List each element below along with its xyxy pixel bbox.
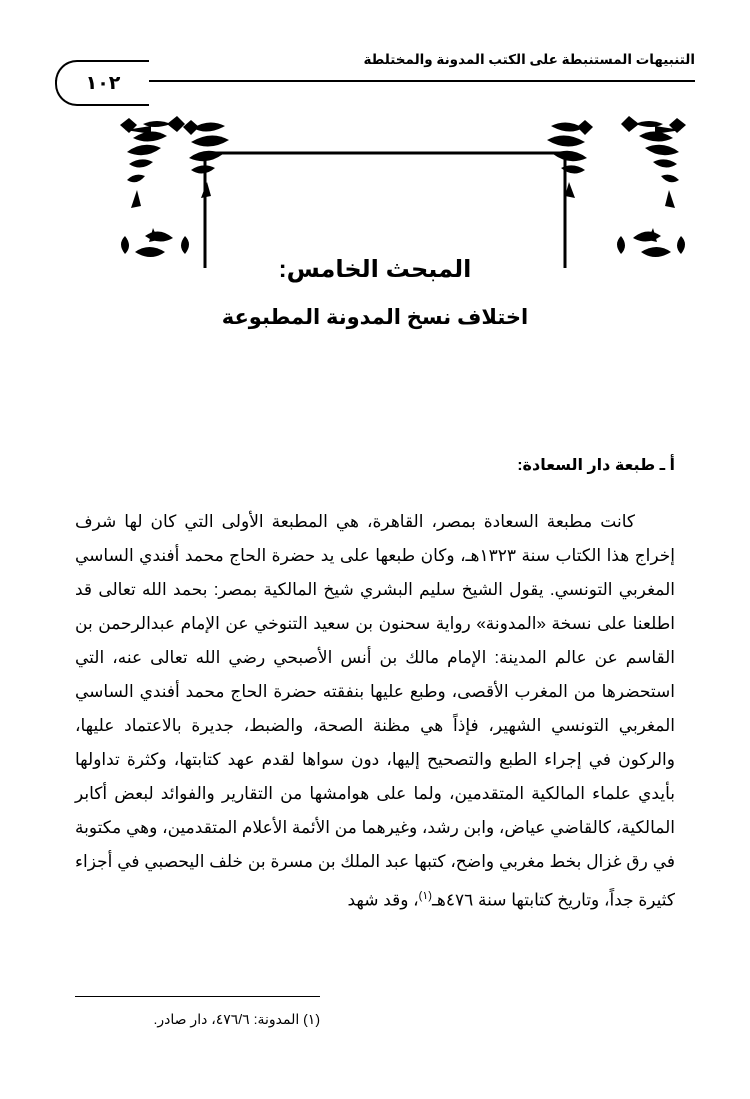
running-header-title: التنبيهات المستنبطة على الكتب المدونة والمختلطة (363, 52, 695, 67)
page-title: المبحث الخامس: (278, 256, 472, 283)
page-subtitle: اختلاف نسخ المدونة المطبوعة (221, 306, 529, 329)
page-header (55, 52, 695, 102)
body-paragraph-tail: ، وقد شهد (347, 890, 419, 910)
ornamental-frame-graphic (75, 108, 695, 268)
page-number-badge: ١٠٢ (55, 60, 149, 106)
body-paragraph-text: كانت مطبعة السعادة بمصر، القاهرة، هي المطبعة الأولى التي كان لها شرف إخراج هذا الكتاب سنة ١٣٢٣هـ، وكان طبعها على يد حضرة الحاج محمد أفندي الساسي المغربي التونسي. يقول الشيخ سليم البشري شيخ المالكية بمصر: بحمد الله تعالى قد اطلعنا على نسخة «المدونة» رواية سحنون بن سعيد التنوخي عن الإمام عبدالرحمن بن القاسم عن عالم المدينة: الإمام مالك بن أنس الأصبحي رضي الله تعالى عنه، التي استحضرها من المغرب الأقصى، وطبع عليها بنفقته حضرة الحاج محمد أفندي الساسي المغربي التونسي الشهير، فإذاً هي مظنة الصحة، والضبط، جديرة بالاعتماد عليها، والركون في إجراء الطبع والتصحيح إليها، دون سواها لقدم عهد كتابتها، وكثرة تداولها بأيدي علماء المالكية المتقدمين، ولما على هوامشها من التقارير والفوائد لبعض أكابر المالكية، كالقاضي عياض، وابن رشد، وغيرهما من الأئمة الأعلام المتقدمين، وهي مكتوبة في رق غزال بخط مغربي واضح، كتبها عبد الملك بن مسرة بن خلف اليحصبي في أجزاء كثيرة جداً، وتاريخ كتابتها سنة ٤٧٦هـ (75, 512, 676, 910)
ornamental-frame (75, 108, 695, 268)
body-text-block (75, 505, 675, 918)
header-divider (55, 80, 695, 82)
subsection-label: أ ـ طبعة دار السعادة: (517, 457, 675, 474)
body-paragraph (75, 505, 675, 918)
footnote-reference-marker[interactable]: (١) (418, 890, 432, 902)
footnote-text: (١) المدونة: ٤٧٦/٦، دار صادر. (153, 1011, 320, 1027)
footnote-divider (75, 996, 320, 997)
